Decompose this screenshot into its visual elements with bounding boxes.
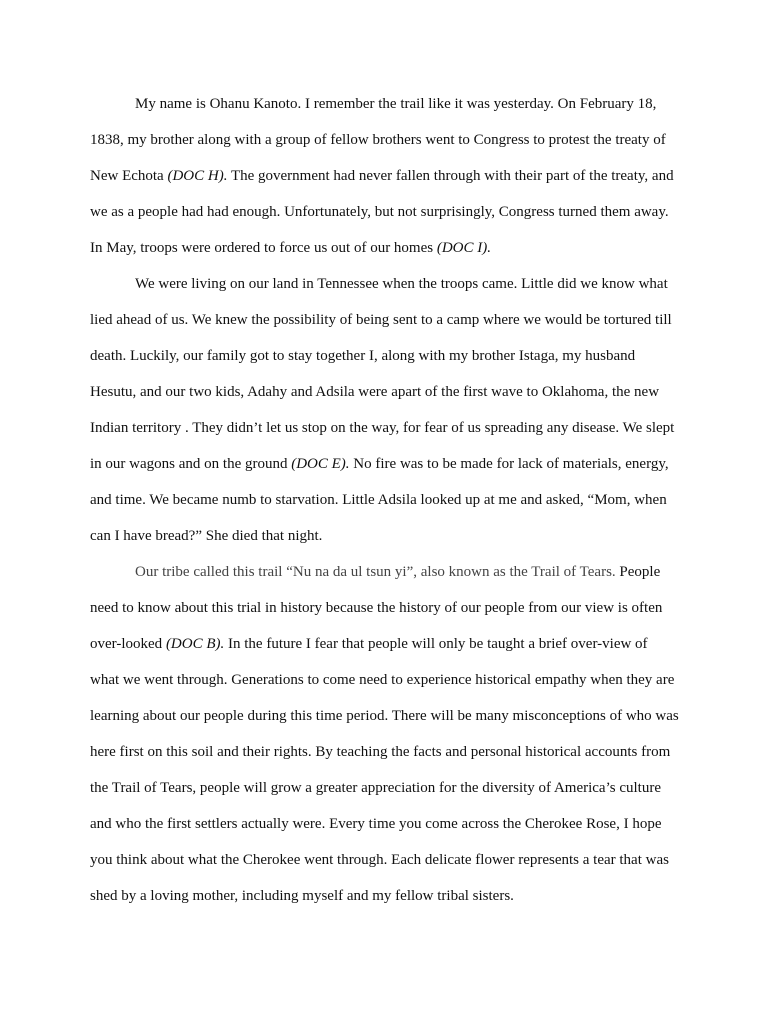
citation-doc-b: (DOC B). bbox=[165, 636, 225, 652]
paragraph-1 bbox=[90, 86, 680, 266]
paragraph-text: No fire was to be made for lack of materials, energy, and time. We became numb to starvation. Little Adsila looked up at me and asked, “Mom, when can I have bread?” She died that night. bbox=[90, 456, 669, 544]
paragraph-2 bbox=[90, 266, 680, 554]
paragraph-text: People need to know about this trial in history because the history of our people from our view is often over-looked bbox=[90, 564, 663, 652]
paragraph-text: The government had never fallen through with their part of the treaty, and we as a people had had enough. Unfortunately, but not surprisingly, Congress turned them away. In May, troops were ordered to force us out of our homes bbox=[90, 168, 674, 256]
paragraph-3 bbox=[90, 554, 680, 914]
document-page bbox=[90, 86, 680, 914]
citation-doc-i: (DOC I). bbox=[436, 240, 492, 256]
paragraph-text: In the future I fear that people will only be taught a brief over-view of what we went through. Generations to come need to experience historical empathy when they are learning about our people during this time period. There will be many misconceptions of who was here first on this soil and their rights. By teaching the facts and personal historical accounts from the Trail of Tears, people will grow a greater appreciation for the diversity of America’s culture and who the first settlers actually were. Every time you come across the Cherokee Rose, I hope you think about what the Cherokee went through. Each delicate flower represents a tear that was shed by a loving mother, including myself and my fellow tribal sisters. bbox=[90, 636, 679, 904]
citation-doc-e: (DOC E). bbox=[291, 456, 350, 472]
paragraph-text: We were living on our land in Tennessee when the troops came. Little did we know what lied ahead of us. We knew the possibility of being sent to a camp where we would be tortured till death. Luckily, our family got to stay together I, along with my brother Istaga, my husband Hesutu, and our two kids, Adahy and Adsila were apart of the first wave to Oklahoma, the new Indian territory . They didn’t let us stop on the way, for fear of us spreading any disease. We slept in our wagons and on the ground bbox=[90, 276, 675, 472]
paragraph-text: My name is Ohanu Kanoto. I remember the trail like it was yesterday. On February 18, 1838, my brother along with a group of fellow brothers went to Congress to protest the treaty of New Echota bbox=[90, 96, 666, 184]
paragraph-text-soft: Our tribe called this trail “Nu na da ul tsun yi”, also known as the Trail of Tears. bbox=[135, 564, 616, 580]
citation-doc-h: (DOC H). bbox=[167, 168, 228, 184]
